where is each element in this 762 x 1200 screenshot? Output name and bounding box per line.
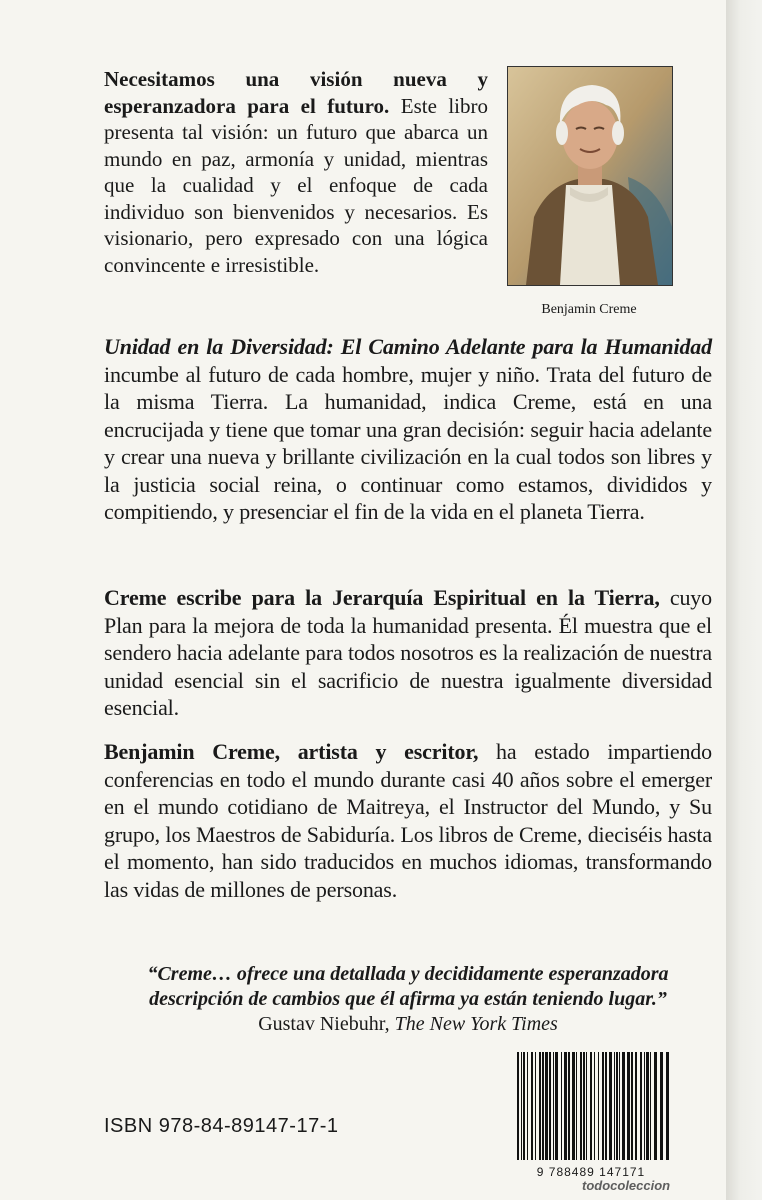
intro-paragraph [104, 66, 488, 278]
quote-attribution [104, 1013, 712, 1036]
summary-text: incumbe al futuro de cada hombre, mujer y niño. Trata del futuro de la misma Tierra. La humanidad, indica Creme, está en una encrucijada y tiene que tomar una gran decisión: seguir hacia adelante y crear una nueva y brillante civilización en la cual todos son libres y la justicia social reina, o continuar como estamos, divididos y compitiendo, y presenciar el fin de la vida en el planeta Tierra. [104, 361, 712, 524]
barcode-bar [644, 1052, 645, 1160]
barcode-bar [605, 1052, 607, 1160]
hierarchy-lead: Creme escribe para la Jerarquía Espiritual en la Tierra, [104, 585, 660, 610]
hierarchy-text: cuyo Plan para la mejora de toda la humanidad presenta. Él muestra que el sendero hacia adelante para todos nosotros es la realización de nuestra unidad esencial sin el sacrificio de nuestra igualmente diversidad esencial. [104, 585, 712, 720]
barcode-bar [609, 1052, 612, 1160]
author-bio-text: ha estado impartiendo conferencias en todo el mundo durante casi 40 años sobre el emerger en el mundo cotidiano de Maitreya, el Instructor del Mundo, y Su grupo, los Maestros de Sabiduría. Los libros de Creme, dieciséis hasta el momento, han sido traducidos en muchos idiomas, transformando las vidas de millones de personas. [104, 739, 712, 902]
barcode-bars [505, 1050, 677, 1164]
barcode-bar [627, 1052, 630, 1160]
barcode-bar [531, 1052, 533, 1160]
barcode-bar [545, 1052, 548, 1160]
summary-paragraph [104, 333, 712, 526]
isbn-text: ISBN 978-84-89147-17-1 [104, 1115, 339, 1137]
barcode-bar [553, 1052, 554, 1160]
barcode-digits: 9 788489 147171 [536, 1165, 646, 1179]
barcode-bar [580, 1052, 582, 1160]
barcode-bar [635, 1052, 637, 1160]
barcode [505, 1050, 677, 1168]
barcode-bar [561, 1052, 562, 1160]
quote-source: The New York Times [394, 1013, 558, 1035]
barcode-bar [631, 1052, 633, 1160]
barcode-bar [564, 1052, 567, 1160]
barcode-bar [660, 1052, 663, 1160]
author-portrait-image [508, 67, 672, 285]
photo-caption: Benjamin Creme [541, 302, 637, 317]
barcode-bar [576, 1052, 577, 1160]
quote-author: Gustav Niebuhr, [258, 1013, 395, 1035]
barcode-bar [542, 1052, 544, 1160]
barcode-bar [586, 1052, 587, 1160]
intro-text: Este libro presenta tal visión: un futuro que abarca un mundo en paz, armonía y unidad, mientras que la cualidad y el enfoque de cada individuo son bienvenidos y necesarios. Es visionario, pero expresado con una lógica convincente e irresistible. [104, 93, 488, 277]
barcode-bar [654, 1052, 657, 1160]
barcode-bar [640, 1052, 642, 1160]
barcode-bar [650, 1052, 651, 1160]
barcode-bar [568, 1052, 570, 1160]
intro-lead: Necesitamos una visión nueva y esperanzadora para el futuro. [104, 67, 488, 118]
watermark: todocoleccion [582, 1178, 671, 1193]
author-photo [507, 66, 673, 286]
barcode-bar [619, 1052, 620, 1160]
barcode-bar [602, 1052, 604, 1160]
barcode-bar [666, 1052, 669, 1160]
author-bio-paragraph [104, 738, 712, 903]
barcode-bar [549, 1052, 551, 1160]
barcode-bar [555, 1052, 558, 1160]
barcode-bar [646, 1052, 649, 1160]
barcode-bar [590, 1052, 592, 1160]
barcode-bar [614, 1052, 615, 1160]
barcode-bar [572, 1052, 575, 1160]
barcode-bar [622, 1052, 625, 1160]
barcode-bar [594, 1052, 595, 1160]
press-quote: “Creme… ofrece una detallada y decididamente esperanzadora descripción de cambios que él afirma ya están teniendo lugar.” [147, 963, 669, 1010]
barcode-bar [523, 1052, 525, 1160]
barcode-bar [583, 1052, 585, 1160]
barcode-bar [517, 1052, 519, 1160]
barcode-bar [598, 1052, 599, 1160]
barcode-bar [527, 1052, 528, 1160]
barcode-bar [521, 1052, 522, 1160]
book-edge [726, 0, 762, 1200]
barcode-bar [616, 1052, 618, 1160]
author-bio-lead: Benjamin Creme, artista y escritor, [104, 739, 479, 764]
hierarchy-paragraph [104, 584, 712, 722]
barcode-bar [539, 1052, 541, 1160]
barcode-bar [535, 1052, 536, 1160]
book-title: Unidad en la Diversidad: El Camino Adelante para la Humanidad [104, 334, 712, 359]
